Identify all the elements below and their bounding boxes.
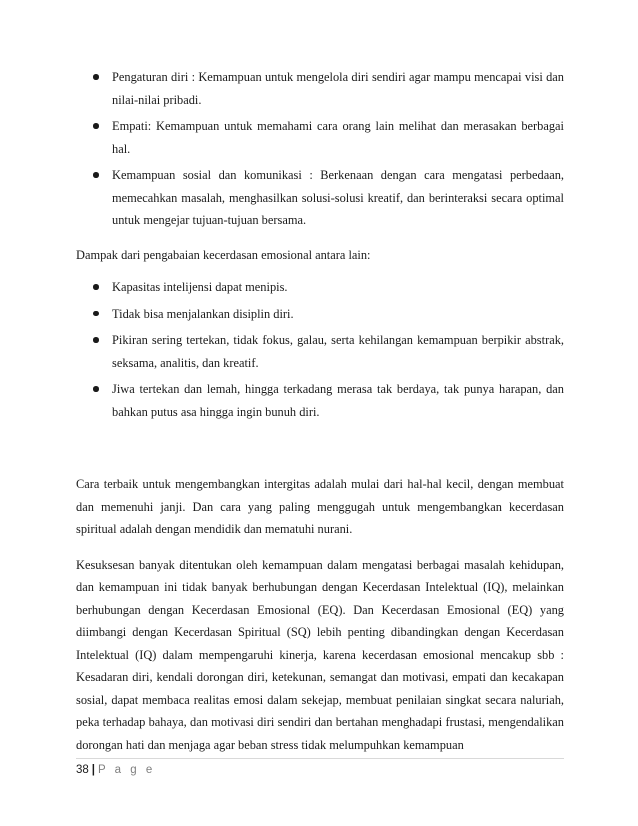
bullet-icon bbox=[93, 337, 99, 343]
list-item-text: Pikiran sering tertekan, tidak fokus, galau, serta kehilangan kemampuan berpikir abstrak, seksama, analitis, dan kreatif. bbox=[112, 333, 564, 370]
list-item bbox=[76, 276, 564, 299]
list-item bbox=[76, 303, 564, 326]
footer-divider bbox=[76, 758, 564, 759]
bullet-icon bbox=[93, 386, 99, 392]
list-item-text: Jiwa tertekan dan lemah, hingga terkadang merasa tak berdaya, tak punya harapan, dan bahkan putus asa hingga ingin bunuh diri. bbox=[112, 382, 564, 419]
list-item bbox=[76, 66, 564, 111]
list-item-text: Tidak bisa menjalankan disiplin diri. bbox=[112, 306, 294, 321]
page-footer bbox=[76, 762, 155, 778]
body-paragraph: Kesuksesan banyak ditentukan oleh kemampuan dalam mengatasi berbagai masalah kehidupan, dan kemampuan ini tidak banyak berhubungan dengan Kecerdasan Intelektual (IQ), melainkan berhubungan dengan Kecerdasan Emosional (EQ). Dan Kecerdasan Emosional (EQ) yang diimbangi dengan Kecerdasan Spiritual (SQ) lebih penting dibandingkan dengan Kecerdasan Intelektual (IQ) dalam mempengaruhi kinerja, karena kecerdasan emosional mencakup sbb : Kesadaran diri, kendali dorongan diri, ketekunan, semangat dan motivasi, empati dan kecakapan sosial, dapat membaca realitas emosi dalam sekejap, membuat penilaian singkat secara naluriah, peka terhadap bahaya, dan motivasi diri sendiri dan bertahan menghadapi frustasi, mengendalikan dorongan hati dan menjaga agar beban stress tidak melumpuhkan kemampuan bbox=[76, 557, 564, 752]
footer-separator: | bbox=[91, 764, 96, 776]
bullet-list-traits bbox=[76, 66, 564, 232]
bullet-list-effects bbox=[76, 276, 564, 423]
list-item-text: Pengaturan diri : Kemampuan untuk mengelola diri sendiri agar mampu mencapai visi dan nilai-nilai pribadi. bbox=[112, 70, 564, 107]
bullet-icon bbox=[93, 311, 99, 317]
bullet-icon bbox=[93, 74, 99, 80]
list-item-text: Empati: Kemampuan untuk memahami cara orang lain melihat dan merasakan berbagai hal. bbox=[112, 119, 564, 156]
list-item bbox=[76, 164, 564, 232]
list-item-text: Kapasitas intelijensi dapat menipis. bbox=[112, 280, 288, 294]
body-paragraph: Cara terbaik untuk mengembangkan intergitas adalah mulai dari hal-hal kecil, dengan membuat dan memenuhi janji. Dan cara yang paling menggugah untuk mengembangkan kecerdasan spiritual adalah dengan mendidik dan mematuhi nurani. bbox=[76, 477, 564, 536]
list-item bbox=[76, 378, 564, 423]
page-content bbox=[76, 66, 564, 756]
list-item-text: Kemampuan sosial dan komunikasi : Berkenaan dengan cara mengatasi perbedaan, memecahkan masalah, menghasilkan solusi-solusi kreatif, dan berinteraksi secara optimal untuk mengejar tujuan-tujuan bersama. bbox=[112, 168, 564, 227]
bullet-icon bbox=[93, 284, 99, 290]
page-label: P a g e bbox=[98, 764, 156, 776]
bullet-icon bbox=[93, 172, 99, 178]
intro-paragraph: Dampak dari pengabaian kecerdasan emosional antara lain: bbox=[76, 247, 371, 262]
bullet-icon bbox=[93, 123, 99, 129]
page-number: 38 bbox=[76, 764, 89, 776]
list-item bbox=[76, 115, 564, 160]
list-item bbox=[76, 329, 564, 374]
